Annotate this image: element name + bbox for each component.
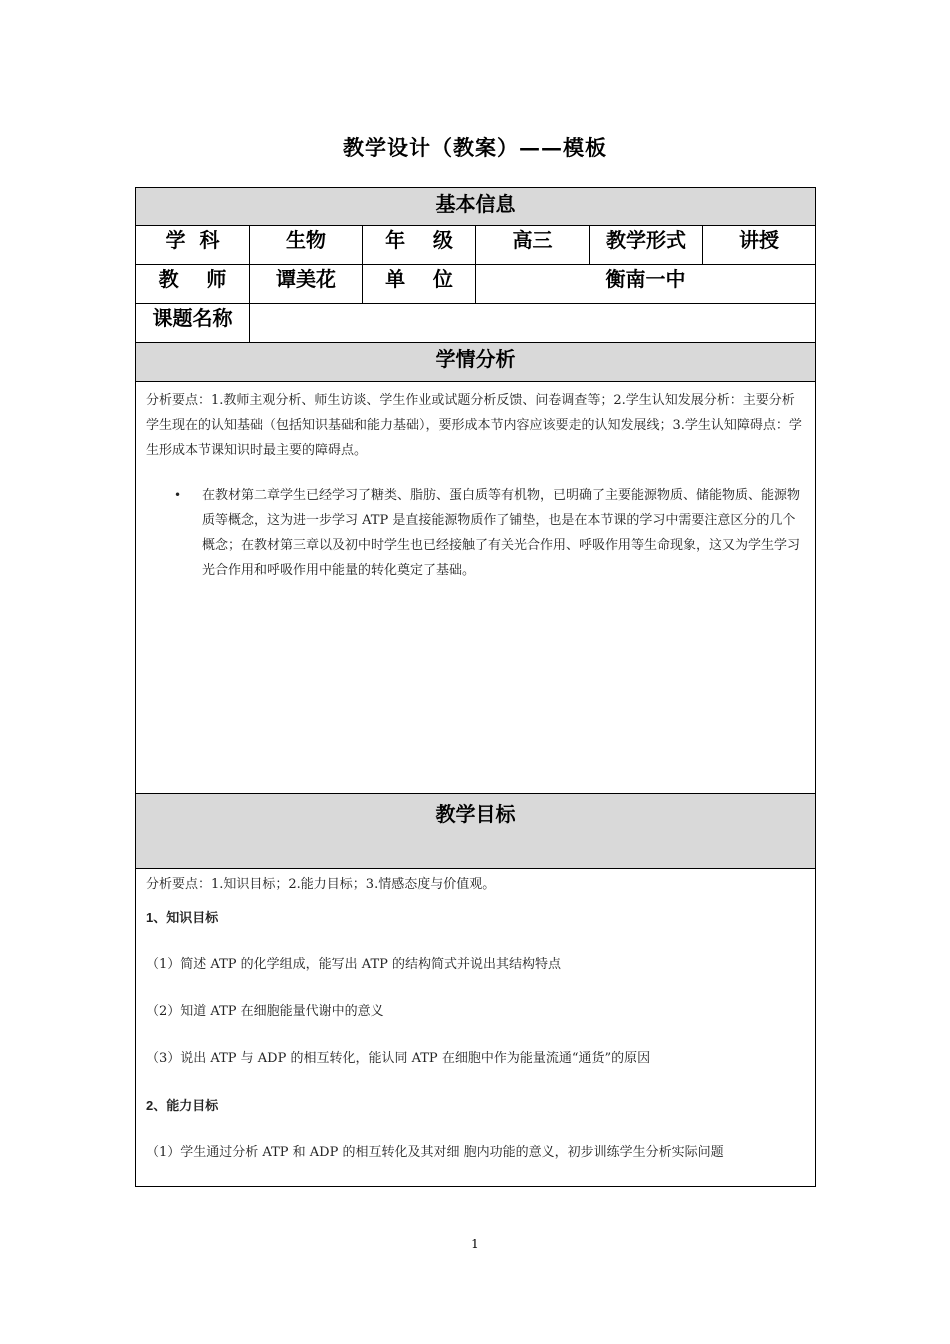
teaching-goals-guide: 分析要点：1.知识目标；2.能力目标；3.情感态度与价值观。 — [146, 877, 496, 892]
knowledge-goal-item: （3）说出 ATP 与 ADP 的相互转化，能认同 ATP 在细胞中作为能量流通“通货”的原因 — [146, 1051, 651, 1066]
learner-analysis-header: 学情分析 — [136, 343, 816, 382]
topic-value[interactable] — [250, 304, 816, 343]
lesson-plan-table — [135, 187, 816, 1187]
basic-info-header: 基本信息 — [136, 188, 816, 226]
document-title: 教学设计（教案）——模板 — [343, 135, 607, 160]
learner-analysis-text: 在教材第二章学生已经学习了糖类、脂肪、蛋白质等有机物，已明确了主要能源物质、储能物质、能源物质等概念，这为进一步学习 ATP 是直接能源物质作了铺垫，也是在本节课的学习中需要注意区分的几个概念；在教材第三章以及初中时学生也已经接触了有关光合作用、呼吸作用等生命现象，这又为学生学习光合作用和呼吸作用中能量的转化奠定了基础。 — [202, 488, 801, 578]
learner-analysis-guide: 分析要点：1.教师主观分析、师生访谈、学生作业或试题分析反馈、问卷调查等；2.学生认知发展分析：主要分析学生现在的认知基础（包括知识基础和能力基础），要形成本节内容应该要走的认知发展线；3.学生认知障碍点：学生形成本节课知识时最主要的障碍点。 — [146, 393, 802, 458]
teaching-form-value: 讲授 — [703, 226, 816, 265]
grade-label: 年 级 — [363, 226, 476, 265]
teaching-goals-header: 教学目标 — [136, 794, 816, 869]
knowledge-goal-item: （1）简述 ATP 的化学组成，能写出 ATP 的结构简式并说出其结构特点 — [146, 957, 561, 972]
knowledge-goal-item: （2）知道 ATP 在细胞能量代谢中的意义 — [146, 1004, 384, 1019]
teacher-value: 谭美花 — [250, 265, 363, 304]
learner-analysis-body — [136, 382, 816, 794]
ability-goal-item: （1）学生通过分析 ATP 和 ADP 的相互转化及其对细 胞内功能的意义，初步训练学生分析实际问题 — [146, 1145, 724, 1160]
grade-value: 高三 — [476, 226, 590, 265]
teacher-label: 教 师 — [136, 265, 250, 304]
learner-analysis-bullet — [174, 483, 805, 583]
subject-value: 生物 — [250, 226, 363, 265]
teaching-goals-body — [136, 869, 816, 1187]
teaching-form-label: 教学形式 — [590, 226, 703, 265]
knowledge-goals-heading: 1、知识目标 — [146, 910, 219, 925]
bullet-icon: • — [174, 488, 182, 502]
ability-goals-heading: 2、能力目标 — [146, 1098, 219, 1113]
subject-label: 学 科 — [136, 226, 250, 265]
unit-value: 衡南一中 — [476, 265, 816, 304]
unit-label: 单 位 — [363, 265, 476, 304]
page-number: 1 — [471, 1237, 479, 1251]
topic-label: 课题名称 — [136, 304, 250, 343]
